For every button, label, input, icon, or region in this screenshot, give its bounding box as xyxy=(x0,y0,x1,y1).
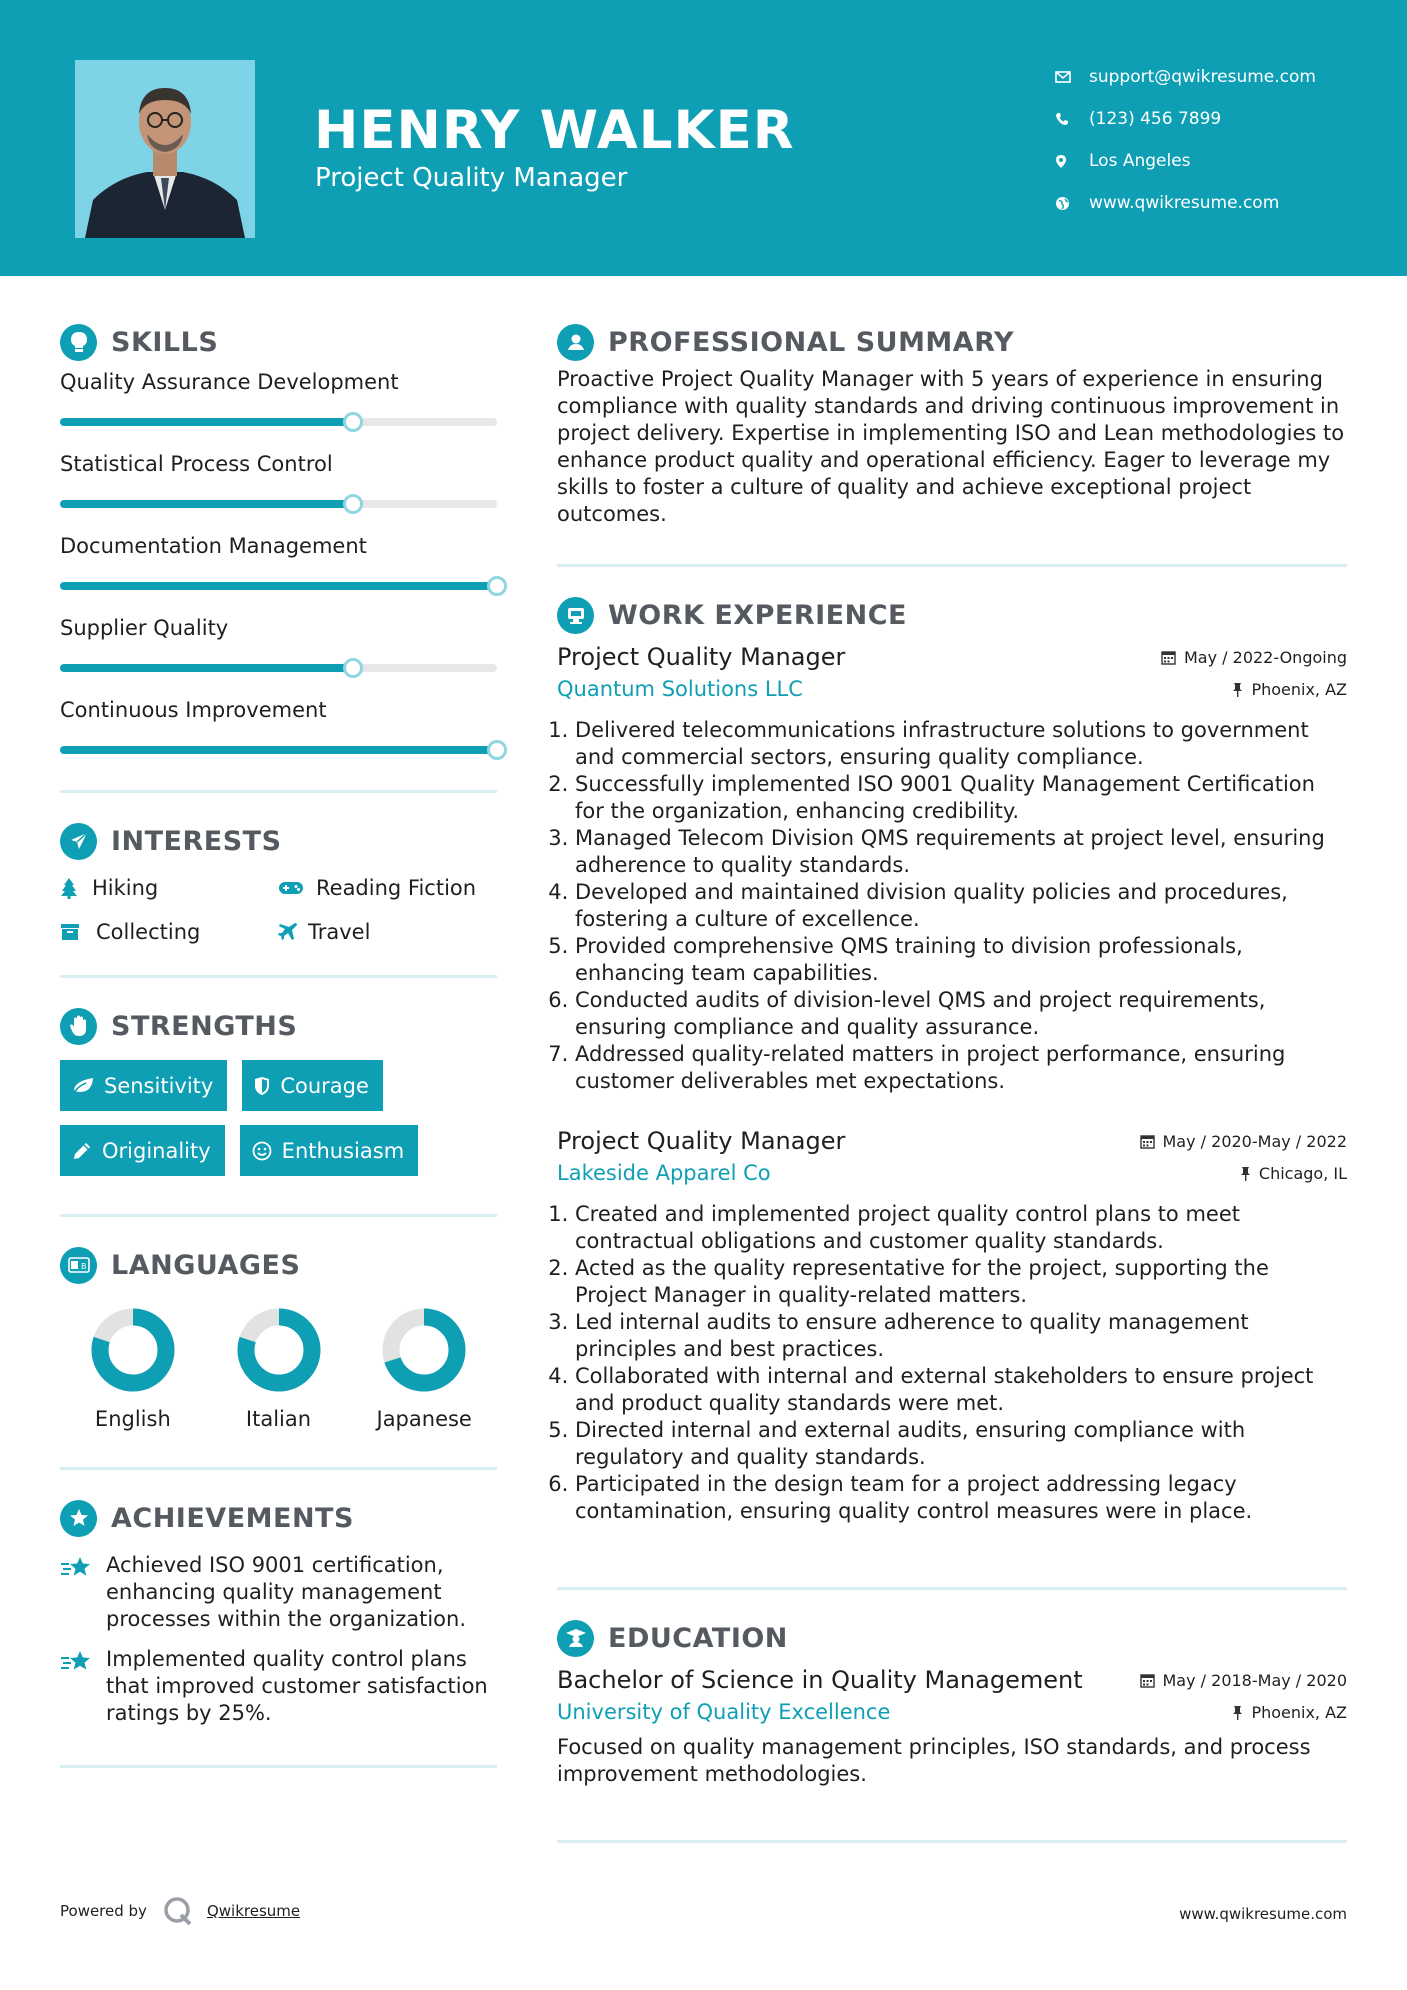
language-label: English xyxy=(94,1407,171,1431)
education-date-text: May / 2018-May / 2020 xyxy=(1162,1671,1347,1690)
thumbtack-icon xyxy=(1232,1705,1243,1720)
interest-item xyxy=(278,917,497,947)
footer-powered-by xyxy=(60,1896,300,1926)
briefcase-icon xyxy=(557,597,594,634)
interest-item xyxy=(60,873,278,903)
interest-label: Collecting xyxy=(96,920,201,944)
summary-title: PROFESSIONAL SUMMARY xyxy=(608,326,1015,358)
language-icon xyxy=(60,1247,97,1284)
school-name: University of Quality Excellence xyxy=(557,1700,891,1724)
footer-url[interactable]: www.qwikresume.com xyxy=(1179,1905,1347,1923)
strength-label: Sensitivity xyxy=(104,1073,214,1098)
shooting-star-icon xyxy=(60,1552,106,1633)
achievement-item xyxy=(60,1646,497,1727)
job-date-text: May / 2020-May / 2022 xyxy=(1162,1132,1347,1151)
resume-header xyxy=(0,0,1407,276)
strength-chip xyxy=(242,1060,383,1111)
interest-label: Reading Fiction xyxy=(316,876,477,900)
company-name: Quantum Solutions LLC xyxy=(557,677,803,701)
achievements-title: ACHIEVEMENTS xyxy=(111,1502,354,1534)
skill-bar-knob xyxy=(343,412,363,432)
tree-icon xyxy=(60,877,92,899)
job-bullet: 3. Led internal audits to ensure adherence to quality management principles and best practices. xyxy=(575,1309,1347,1363)
skill-bar-knob xyxy=(343,494,363,514)
skills-list xyxy=(60,368,497,772)
plane-icon xyxy=(278,922,308,942)
job-date xyxy=(1161,648,1347,667)
skill-bar-knob xyxy=(487,576,507,596)
achievement-text: Implemented quality control plans that improved customer satisfaction ratings by 25%. xyxy=(106,1647,488,1725)
user-icon xyxy=(557,324,594,361)
strength-chip xyxy=(60,1125,225,1176)
education-location xyxy=(1232,1703,1347,1722)
thumbtack-icon xyxy=(1240,1166,1251,1181)
job-bullet: 6. Conducted audits of division-level QMS and project requirements, ensuring compliance and quality assurance. xyxy=(575,987,1347,1041)
contact-phone-text: (123) 456 7899 xyxy=(1089,109,1222,129)
skill-label: Statistical Process Control xyxy=(60,452,333,476)
candidate-role: Project Quality Manager xyxy=(315,163,628,193)
shooting-star-icon xyxy=(60,1646,106,1727)
gamepad-icon xyxy=(278,880,316,896)
job-bullets xyxy=(557,717,1347,1095)
skill-label: Continuous Improvement xyxy=(60,698,327,722)
job-location xyxy=(1240,1164,1347,1183)
skills-title: SKILLS xyxy=(111,326,219,358)
strength-chip xyxy=(240,1125,418,1176)
skill-bar-knob xyxy=(487,740,507,760)
phone-icon xyxy=(1055,112,1089,126)
right-column xyxy=(557,322,1347,1843)
achievement-item xyxy=(60,1552,497,1633)
skill-bar xyxy=(60,418,497,426)
interests-heading xyxy=(60,821,497,861)
section-divider xyxy=(60,1467,497,1470)
contact-list xyxy=(1055,56,1316,224)
language-label: Japanese xyxy=(376,1407,472,1431)
job-date xyxy=(1140,1132,1348,1151)
strength-label: Originality xyxy=(102,1138,211,1163)
skills-heading xyxy=(60,322,497,362)
skill-bar-fill xyxy=(60,418,353,426)
section-divider xyxy=(557,1587,1347,1590)
interests-title: INTERESTS xyxy=(111,825,282,857)
education-title: EDUCATION xyxy=(608,1622,788,1654)
skill-item xyxy=(60,614,497,690)
job-location-text: Chicago, IL xyxy=(1258,1163,1347,1183)
contact-email-text: support@qwikresume.com xyxy=(1089,67,1316,87)
job-bullet: 1. Delivered telecommunications infrastructure solutions to government and commercial sectors, ensuring quality compliance. xyxy=(575,717,1347,771)
powered-by-text: Powered by xyxy=(60,1902,147,1920)
section-divider xyxy=(60,790,497,793)
skill-bar-fill xyxy=(60,582,497,590)
job-bullet: 5. Provided comprehensive QMS training to division professionals, enhancing team capabilities. xyxy=(575,933,1347,987)
smile-icon xyxy=(252,1141,272,1161)
job-bullet: 2. Acted as the quality representative for the project, supporting the Project Manager in quality-related matters. xyxy=(575,1255,1347,1309)
section-divider xyxy=(557,1840,1347,1843)
achievement-text: Achieved ISO 9001 certification, enhancing quality management processes within the organization. xyxy=(106,1553,466,1631)
calendar-icon xyxy=(1140,1673,1155,1688)
interest-label: Travel xyxy=(308,920,371,944)
skill-bar-fill xyxy=(60,500,353,508)
interest-item xyxy=(60,917,278,947)
profile-photo xyxy=(75,60,255,238)
lightbulb-icon xyxy=(60,324,97,361)
skill-bar xyxy=(60,664,497,672)
languages-heading xyxy=(60,1245,497,1285)
globe-icon xyxy=(1055,196,1089,211)
contact-website-text: www.qwikresume.com xyxy=(1089,193,1280,213)
skill-item xyxy=(60,450,497,526)
job-bullet: 5. Directed internal and external audits, ensuring compliance with regulatory and quality standards. xyxy=(575,1417,1347,1471)
thumbtack-icon xyxy=(1232,682,1243,697)
job-bullet: 7. Addressed quality-related matters in project performance, ensuring customer deliverables met expectations. xyxy=(575,1041,1347,1095)
job-location xyxy=(1232,680,1347,699)
calendar-icon xyxy=(1140,1134,1155,1149)
job-location-text: Phoenix, AZ xyxy=(1251,679,1347,699)
contact-location xyxy=(1055,140,1316,182)
education-heading xyxy=(557,1618,1347,1658)
leaf-icon xyxy=(72,1077,94,1095)
graduate-icon xyxy=(557,1620,594,1657)
experience-title: WORK EXPERIENCE xyxy=(608,599,907,631)
hand-icon xyxy=(60,1008,97,1045)
section-divider xyxy=(60,975,497,978)
experience-heading xyxy=(557,595,1347,635)
pencil-icon xyxy=(72,1141,92,1161)
interest-item xyxy=(278,873,497,903)
job-bullet: 6. Participated in the design team for a project addressing legacy contamination, ensuring quality control measures were in place. xyxy=(575,1471,1347,1525)
summary-text: Proactive Project Quality Manager with 5 years of experience in ensuring compliance with quality standards and driving continuous improvement in project delivery. Expertise in implementing ISO and Lean methodologies to enhance product quality and operational efficiency. Eager to leverage my skills to foster a culture of quality and achieve exceptional project outcomes. xyxy=(557,367,1345,526)
skill-label: Documentation Management xyxy=(60,534,367,558)
candidate-name: HENRY WALKER xyxy=(314,100,795,161)
skill-item xyxy=(60,696,497,772)
calendar-icon xyxy=(1161,650,1176,665)
job-title: Project Quality Manager xyxy=(557,643,846,671)
strength-label: Enthusiasm xyxy=(281,1138,405,1163)
archive-icon xyxy=(60,922,96,942)
strength-label: Courage xyxy=(280,1073,369,1098)
interests-list xyxy=(60,873,497,947)
interest-label: Hiking xyxy=(92,876,159,900)
svg-text:B: B xyxy=(80,1262,86,1271)
language-item xyxy=(206,1307,352,1437)
section-divider xyxy=(557,564,1347,567)
job-bullet: 4. Collaborated with internal and external stakeholders to ensure project and product quality standards were met. xyxy=(575,1363,1347,1417)
education-location-text: Phoenix, AZ xyxy=(1251,1702,1347,1722)
skill-label: Supplier Quality xyxy=(60,616,229,640)
achievements-list xyxy=(60,1552,497,1727)
strengths-list xyxy=(60,1060,497,1176)
qwikresume-link[interactable]: Qwikresume xyxy=(206,1902,301,1920)
skill-bar-fill xyxy=(60,664,353,672)
contact-email[interactable] xyxy=(1055,56,1316,98)
contact-location-text: Los Angeles xyxy=(1089,151,1191,171)
languages-list xyxy=(60,1307,497,1437)
job-bullet: 3. Managed Telecom Division QMS requirements at project level, ensuring adherence to quality standards. xyxy=(575,825,1347,879)
skill-label: Quality Assurance Development xyxy=(60,370,399,394)
language-item xyxy=(60,1307,206,1437)
language-donut xyxy=(90,1307,176,1393)
contact-website[interactable] xyxy=(1055,182,1316,224)
skill-bar-knob xyxy=(343,658,363,678)
skill-item xyxy=(60,532,497,608)
job-bullet: 4. Developed and maintained division quality policies and procedures, fostering a culture of excellence. xyxy=(575,879,1347,933)
map-pin-icon xyxy=(1055,154,1089,169)
language-donut xyxy=(236,1307,322,1393)
job-date-text: May / 2022-Ongoing xyxy=(1184,648,1347,667)
job-title: Project Quality Manager xyxy=(557,1127,846,1155)
job-entry xyxy=(557,643,1347,1095)
skill-bar-fill xyxy=(60,746,497,754)
job-entry xyxy=(557,1127,1347,1525)
strengths-title: STRENGTHS xyxy=(111,1010,298,1042)
star-badge-icon xyxy=(60,1500,97,1537)
strengths-heading xyxy=(60,1006,497,1046)
achievements-heading xyxy=(60,1498,497,1538)
language-donut xyxy=(381,1307,467,1393)
education-entry xyxy=(557,1666,1347,1788)
contact-phone[interactable] xyxy=(1055,98,1316,140)
strength-chip xyxy=(60,1060,227,1111)
skill-bar xyxy=(60,746,497,754)
job-bullet: 1. Created and implemented project quality control plans to meet contractual obligations and customer quality standards. xyxy=(575,1201,1347,1255)
job-bullets xyxy=(557,1201,1347,1525)
skill-bar xyxy=(60,500,497,508)
section-divider xyxy=(60,1765,497,1768)
skill-item xyxy=(60,368,497,444)
envelope-icon xyxy=(1055,71,1089,83)
skill-bar xyxy=(60,582,497,590)
education-description: Focused on quality management principles, ISO standards, and process improvement methodologies. xyxy=(557,1735,1311,1786)
left-column xyxy=(60,322,497,1768)
shield-icon xyxy=(254,1076,270,1096)
company-name: Lakeside Apparel Co xyxy=(557,1161,771,1185)
language-label: Italian xyxy=(245,1407,312,1431)
degree-title: Bachelor of Science in Quality Management xyxy=(557,1666,1083,1694)
education-date xyxy=(1140,1671,1348,1690)
summary-heading xyxy=(557,322,1347,362)
qwikresume-logo-icon xyxy=(163,1896,193,1926)
paper-plane-icon xyxy=(60,823,97,860)
job-bullet: 2. Successfully implemented ISO 9001 Quality Management Certification for the organization, enhancing credibility. xyxy=(575,771,1347,825)
language-item xyxy=(351,1307,497,1437)
section-divider xyxy=(60,1214,497,1217)
languages-title: LANGUAGES xyxy=(111,1249,301,1281)
